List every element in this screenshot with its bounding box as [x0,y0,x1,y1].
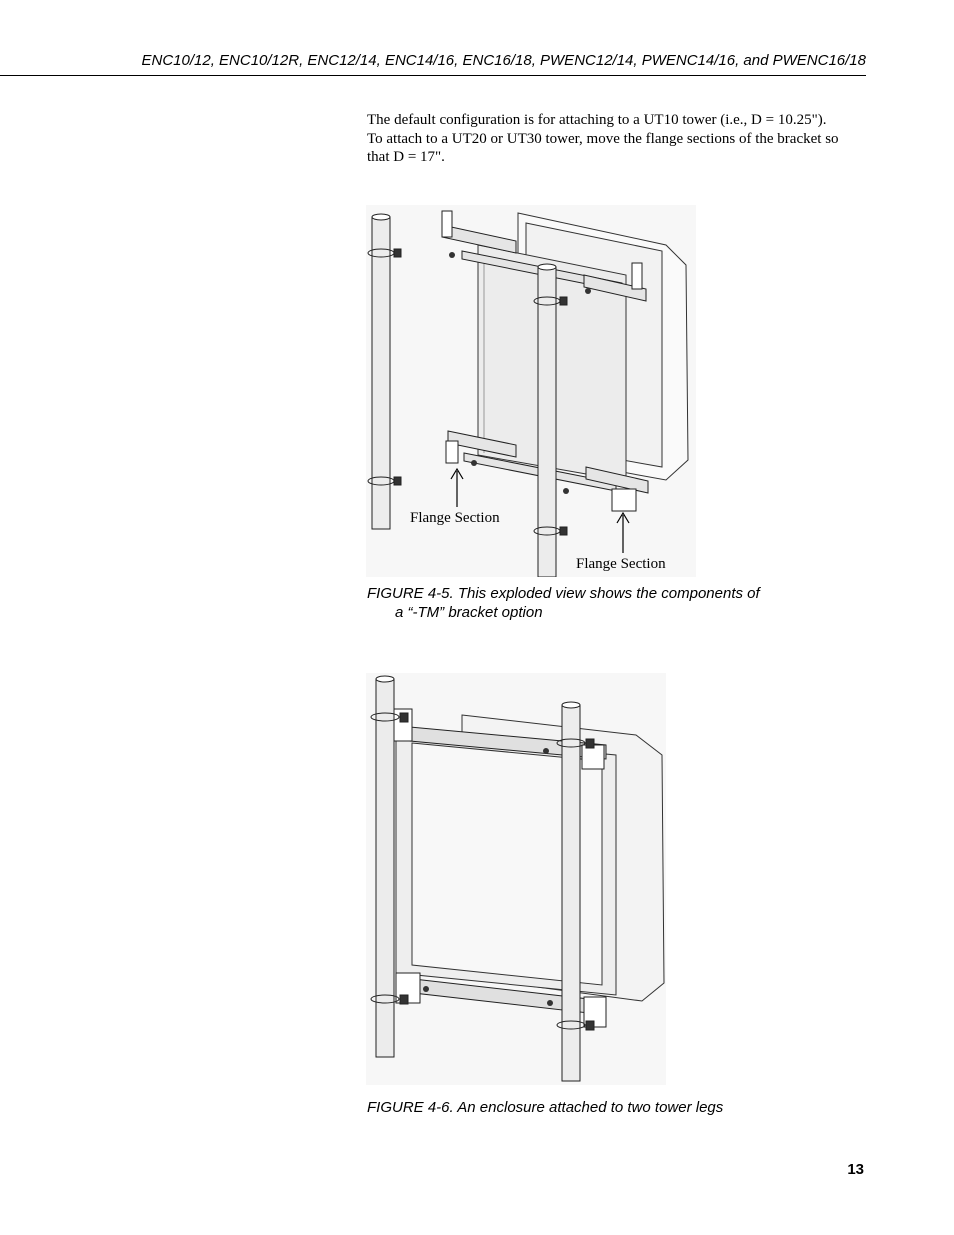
enclosure-back [478,213,688,481]
figure-4-6-assembled-view [366,673,666,1085]
paragraph-line-2: To attach to a UT20 or UT30 tower, move the flange sections of the bracket so [367,130,839,147]
flange-section-label-right: Flange Section [576,556,666,572]
flange-section-label-left: Flange Section [410,510,500,526]
paragraph-line-3: that D = 17". [367,149,445,165]
figure-4-5-caption [367,585,760,622]
page-number: 13 [847,1161,864,1178]
intro-paragraph [367,111,867,167]
figure-4-5-caption-line-2: a “-TM” bracket option [395,603,543,621]
figure-4-5-caption-line-1: FIGURE 4-5. This exploded view shows the components of [367,585,760,602]
figure-4-6-caption: FIGURE 4-6. An enclosure attached to two tower legs [367,1099,724,1116]
figure-4-5-exploded-view [366,205,696,577]
running-header: ENC10/12, ENC10/12R, ENC12/14, ENC14/16, ENC16/18, PWENC12/14, PWENC14/16, and PWENC16/18 [141,52,866,69]
enclosure [396,715,664,1001]
header-rule [0,75,866,76]
paragraph-line-1: The default configuration is for attaching to a UT10 tower (i.e., D = 10.25"). [367,112,827,128]
